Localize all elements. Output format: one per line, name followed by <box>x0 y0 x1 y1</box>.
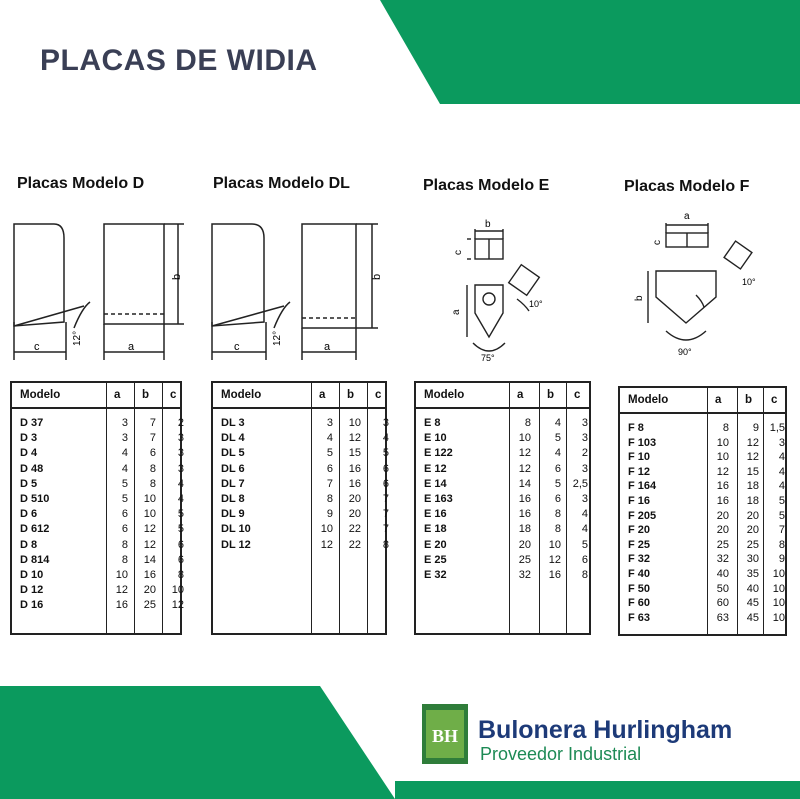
row-value-cell: 7 <box>382 508 389 521</box>
table-column-divider <box>339 383 340 633</box>
row-model-cell: E 18 <box>424 523 447 536</box>
row-value-cell: 16 <box>716 480 729 493</box>
row-model-cell: F 20 <box>628 524 651 537</box>
row-value-cell: 16 <box>518 508 531 521</box>
row-value-cell: 6 <box>382 477 389 490</box>
table-header <box>12 383 180 409</box>
table-column-divider <box>367 383 368 633</box>
row-value-cell: 12 <box>716 465 729 478</box>
page-title: PLACAS DE WIDIA <box>40 44 318 77</box>
row-value-cell: 8 <box>524 417 531 429</box>
row-value-cell: 8 <box>554 508 561 521</box>
row-value-cell: 18 <box>746 495 759 507</box>
row-value-cell: 16 <box>143 569 156 581</box>
row-value-cell: 18 <box>518 523 531 536</box>
row-value-cell: 5 <box>177 508 184 521</box>
row-model-cell: F 8 <box>628 422 644 434</box>
row-model-cell: DL 6 <box>221 462 245 475</box>
table-modelo-d <box>10 381 182 635</box>
diagram-label-angle-tip: 90° <box>678 347 692 357</box>
header-b: b <box>745 394 753 406</box>
row-model-cell: D 48 <box>20 462 44 475</box>
row-model-cell: F 164 <box>628 480 657 493</box>
row-value-cell: 25 <box>518 553 531 566</box>
row-value-cell: 12 <box>746 436 759 449</box>
table-header <box>416 383 589 409</box>
row-value-cell: 8 <box>554 523 561 536</box>
row-value-cell: 20 <box>716 524 729 537</box>
row-model-cell: DL 3 <box>221 417 245 429</box>
row-value-cell: 6 <box>121 508 128 521</box>
row-model-cell: E 16 <box>424 508 447 521</box>
row-value-cell: 6 <box>121 523 128 536</box>
row-value-cell: 6 <box>382 462 389 475</box>
diagram-label-c: c <box>652 240 663 245</box>
diagram-modelo-d <box>10 210 190 370</box>
row-value-cell: 10 <box>320 523 333 536</box>
row-model-cell: F 205 <box>628 509 657 522</box>
row-value-cell: 8 <box>722 422 729 434</box>
row-value-cell: 8 <box>382 538 389 551</box>
table-column-divider <box>106 383 107 633</box>
row-value-cell: 4 <box>177 493 184 505</box>
row-model-cell: F 40 <box>628 568 651 580</box>
row-value-cell: 12 <box>171 599 184 612</box>
row-model-cell: F 60 <box>628 597 651 610</box>
row-value-cell: 5 <box>382 447 389 460</box>
diagram-label-angle-side: 10° <box>529 299 543 309</box>
row-model-cell: D 16 <box>20 599 44 612</box>
row-value-cell: 10 <box>171 584 184 597</box>
diagram-modelo-e <box>445 215 575 365</box>
row-value-cell: 20 <box>348 493 361 505</box>
brand-tagline: Proveedor Industrial <box>480 744 642 764</box>
row-value-cell: 5 <box>778 495 785 507</box>
row-value-cell: 6 <box>177 538 184 551</box>
row-model-cell: F 12 <box>628 465 651 478</box>
table-column-divider <box>707 388 708 634</box>
row-value-cell: 5 <box>554 432 561 445</box>
row-value-cell: 25 <box>716 538 729 551</box>
row-value-cell: 9 <box>778 553 785 566</box>
row-value-cell: 9 <box>752 422 759 434</box>
row-model-cell: D 4 <box>20 447 38 460</box>
row-value-cell: 10 <box>772 611 785 624</box>
row-value-cell: 63 <box>716 611 729 624</box>
row-value-cell: 7 <box>149 432 156 445</box>
row-value-cell: 12 <box>548 553 561 566</box>
row-value-cell: 4 <box>778 465 785 478</box>
row-value-cell: 10 <box>772 582 785 595</box>
header-a: a <box>319 389 326 401</box>
header-modelo: Modelo <box>424 389 465 401</box>
row-value-cell: 15 <box>348 447 361 460</box>
row-value-cell: 4 <box>326 432 333 445</box>
row-value-cell: 3 <box>121 432 128 445</box>
row-value-cell: 10 <box>518 432 531 445</box>
table-column-divider <box>311 383 312 633</box>
row-value-cell: 30 <box>746 553 759 566</box>
row-value-cell: 4 <box>121 462 128 475</box>
row-value-cell: 12 <box>143 538 156 551</box>
row-model-cell: F 25 <box>628 538 651 551</box>
header-modelo: Modelo <box>628 394 669 406</box>
row-value-cell: 10 <box>716 436 729 449</box>
row-value-cell: 10 <box>143 493 156 505</box>
group-title-d: Placas Modelo D <box>17 175 145 192</box>
row-value-cell: 3 <box>177 432 184 445</box>
row-value-cell: 5 <box>121 477 128 490</box>
row-model-cell: DL 8 <box>221 493 245 505</box>
row-value-cell: 7 <box>326 477 333 490</box>
row-value-cell: 45 <box>746 611 759 624</box>
row-value-cell: 1,5 <box>769 422 785 434</box>
row-value-cell: 2,5 <box>572 477 588 490</box>
row-value-cell: 16 <box>548 569 561 581</box>
row-value-cell: 12 <box>115 584 128 597</box>
row-value-cell: 60 <box>716 597 729 610</box>
table-column-divider <box>763 388 764 634</box>
row-value-cell: 5 <box>581 538 588 551</box>
row-value-cell: 50 <box>716 582 729 595</box>
row-model-cell: D 5 <box>20 477 38 490</box>
row-value-cell: 4 <box>554 447 561 460</box>
row-value-cell: 20 <box>746 524 759 537</box>
brand-name: Bulonera Hurlingham <box>478 716 733 744</box>
row-value-cell: 7 <box>778 524 785 537</box>
row-value-cell: 45 <box>746 597 759 610</box>
row-value-cell: 4 <box>778 451 785 464</box>
row-value-cell: 5 <box>554 477 561 490</box>
row-value-cell: 5 <box>177 523 184 536</box>
diagram-label-a: a <box>324 341 331 353</box>
row-value-cell: 16 <box>348 462 361 475</box>
row-value-cell: 7 <box>149 417 156 429</box>
row-value-cell: 9 <box>326 508 333 521</box>
header-modelo: Modelo <box>221 389 262 401</box>
row-value-cell: 3 <box>778 436 785 449</box>
row-value-cell: 4 <box>778 480 785 493</box>
diagram-label-c: c <box>453 250 464 255</box>
row-value-cell: 10 <box>143 508 156 521</box>
table-column-divider <box>162 383 163 633</box>
row-value-cell: 8 <box>326 493 333 505</box>
table-column-divider <box>566 383 567 633</box>
row-model-cell: D 612 <box>20 523 50 536</box>
row-value-cell: 12 <box>518 462 531 475</box>
row-value-cell: 4 <box>177 477 184 490</box>
row-value-cell: 32 <box>716 553 729 566</box>
row-model-cell: E 14 <box>424 477 447 490</box>
row-value-cell: 20 <box>518 538 531 551</box>
row-model-cell: F 63 <box>628 611 651 624</box>
row-model-cell: D 10 <box>20 569 44 581</box>
header-b: b <box>347 389 355 401</box>
table-column-divider <box>509 383 510 633</box>
row-value-cell: 16 <box>348 477 361 490</box>
row-value-cell: 3 <box>326 417 333 429</box>
logo-monogram: BH <box>431 726 459 746</box>
table-modelo-e <box>414 381 591 635</box>
row-model-cell: E 32 <box>424 569 447 581</box>
row-value-cell: 10 <box>772 568 785 580</box>
row-value-cell: 3 <box>177 462 184 475</box>
row-value-cell: 12 <box>518 447 531 460</box>
header-c: c <box>170 389 177 401</box>
table-header <box>213 383 385 409</box>
diagram-label-c: c <box>34 341 40 353</box>
diagram-label-b: b <box>171 273 183 280</box>
row-value-cell: 15 <box>746 465 759 478</box>
row-value-cell: 3 <box>581 432 588 445</box>
row-value-cell: 8 <box>121 538 128 551</box>
header-c: c <box>771 394 778 406</box>
row-value-cell: 8 <box>149 477 156 490</box>
row-value-cell: 20 <box>746 509 759 522</box>
row-model-cell: E 8 <box>424 417 441 429</box>
row-value-cell: 3 <box>581 493 588 505</box>
row-value-cell: 7 <box>382 523 389 536</box>
row-value-cell: 40 <box>716 568 729 580</box>
row-value-cell: 12 <box>348 432 361 445</box>
table-column-divider <box>737 388 738 634</box>
row-model-cell: DL 7 <box>221 477 245 490</box>
row-model-cell: D 12 <box>20 584 44 597</box>
diagram-label-c: c <box>234 341 240 353</box>
row-model-cell: E 10 <box>424 432 447 445</box>
row-model-cell: F 10 <box>628 451 651 464</box>
row-value-cell: 18 <box>746 480 759 493</box>
row-model-cell: D 814 <box>20 553 50 566</box>
row-value-cell: 32 <box>518 569 531 581</box>
row-value-cell: 10 <box>348 417 361 429</box>
row-value-cell: 22 <box>348 523 361 536</box>
table-column-divider <box>539 383 540 633</box>
diagram-label-b: b <box>634 295 645 301</box>
row-value-cell: 20 <box>716 509 729 522</box>
row-value-cell: 12 <box>143 523 156 536</box>
table-column-divider <box>134 383 135 633</box>
row-value-cell: 16 <box>716 495 729 507</box>
diagram-modelo-f <box>636 205 776 360</box>
row-value-cell: 10 <box>548 538 561 551</box>
row-value-cell: 5 <box>326 447 333 460</box>
row-model-cell: D 3 <box>20 432 38 445</box>
row-value-cell: 20 <box>143 584 156 597</box>
row-model-cell: D 8 <box>20 538 38 551</box>
diagram-label-b: b <box>485 219 491 230</box>
row-value-cell: 5 <box>121 493 128 505</box>
row-value-cell: 4 <box>382 432 389 445</box>
row-value-cell: 3 <box>177 447 184 460</box>
row-model-cell: DL 4 <box>221 432 245 445</box>
brand-logo <box>422 704 468 764</box>
row-value-cell: 16 <box>518 493 531 505</box>
row-value-cell: 25 <box>143 599 156 612</box>
table-header <box>620 388 785 414</box>
diagram-label-angle-side: 10° <box>742 277 756 287</box>
row-value-cell: 16 <box>115 599 128 612</box>
row-value-cell: 3 <box>581 417 588 429</box>
row-model-cell: F 103 <box>628 436 657 449</box>
row-value-cell: 8 <box>778 538 785 551</box>
group-title-e: Placas Modelo E <box>423 177 550 194</box>
row-model-cell: F 50 <box>628 582 651 595</box>
row-value-cell: 6 <box>581 553 588 566</box>
header-a: a <box>517 389 524 401</box>
row-value-cell: 12 <box>746 451 759 464</box>
header-modelo: Modelo <box>20 389 61 401</box>
row-value-cell: 8 <box>121 553 128 566</box>
diagram-modelo-dl <box>208 210 388 370</box>
row-value-cell: 22 <box>348 538 361 551</box>
row-value-cell: 7 <box>382 493 389 505</box>
row-value-cell: 35 <box>746 568 759 580</box>
row-value-cell: 6 <box>554 462 561 475</box>
row-value-cell: 6 <box>326 462 333 475</box>
group-title-dl: Placas Modelo DL <box>213 175 350 192</box>
row-model-cell: D 510 <box>20 493 50 505</box>
row-value-cell: 14 <box>143 553 156 566</box>
row-model-cell: F 16 <box>628 495 651 507</box>
row-model-cell: E 12 <box>424 462 447 475</box>
header-b: b <box>142 389 150 401</box>
row-model-cell: E 122 <box>424 447 453 460</box>
row-model-cell: E 163 <box>424 493 453 505</box>
header-b: b <box>547 389 555 401</box>
row-value-cell: 8 <box>177 569 184 581</box>
row-model-cell: DL 9 <box>221 508 245 521</box>
diagram-label-a: a <box>684 211 690 222</box>
row-value-cell: 8 <box>581 569 588 581</box>
row-value-cell: 40 <box>746 582 759 595</box>
row-value-cell: 6 <box>149 447 156 460</box>
row-value-cell: 12 <box>320 538 333 551</box>
row-value-cell: 14 <box>518 477 531 490</box>
row-value-cell: 25 <box>746 538 759 551</box>
row-value-cell: 3 <box>581 462 588 475</box>
row-value-cell: 20 <box>348 508 361 521</box>
diagram-label-a: a <box>451 309 462 315</box>
row-model-cell: D 37 <box>20 417 44 429</box>
row-value-cell: 6 <box>177 553 184 566</box>
row-model-cell: DL 12 <box>221 538 251 551</box>
group-title-f: Placas Modelo F <box>624 178 750 195</box>
row-value-cell: 6 <box>554 493 561 505</box>
row-model-cell: F 32 <box>628 553 651 566</box>
header-a: a <box>715 394 722 406</box>
row-value-cell: 4 <box>121 447 128 460</box>
row-value-cell: 8 <box>149 462 156 475</box>
header-c: c <box>375 389 382 401</box>
diagram-label-angle: 12° <box>272 330 283 346</box>
row-value-cell: 2 <box>177 417 184 429</box>
row-value-cell: 4 <box>554 417 561 429</box>
table-modelo-f <box>618 386 787 636</box>
diagram-label-a: a <box>128 341 135 353</box>
row-model-cell: D 6 <box>20 508 38 521</box>
table-modelo-dl <box>211 381 387 635</box>
row-value-cell: 5 <box>778 509 785 522</box>
diagram-label-angle-tip: 75° <box>481 353 495 363</box>
row-value-cell: 10 <box>772 597 785 610</box>
row-value-cell: 3 <box>121 417 128 429</box>
row-value-cell: 10 <box>716 451 729 464</box>
row-model-cell: E 20 <box>424 538 447 551</box>
row-model-cell: DL 5 <box>221 447 245 460</box>
diagram-label-angle: 12° <box>72 330 83 346</box>
row-model-cell: DL 10 <box>221 523 251 536</box>
row-model-cell: E 25 <box>424 553 447 566</box>
row-value-cell: 4 <box>581 523 588 536</box>
header-c: c <box>574 389 581 401</box>
row-value-cell: 3 <box>382 417 389 429</box>
header-a: a <box>114 389 121 401</box>
row-value-cell: 2 <box>581 447 588 460</box>
row-value-cell: 4 <box>581 508 588 521</box>
diagram-label-b: b <box>371 273 383 280</box>
row-value-cell: 10 <box>115 569 128 581</box>
